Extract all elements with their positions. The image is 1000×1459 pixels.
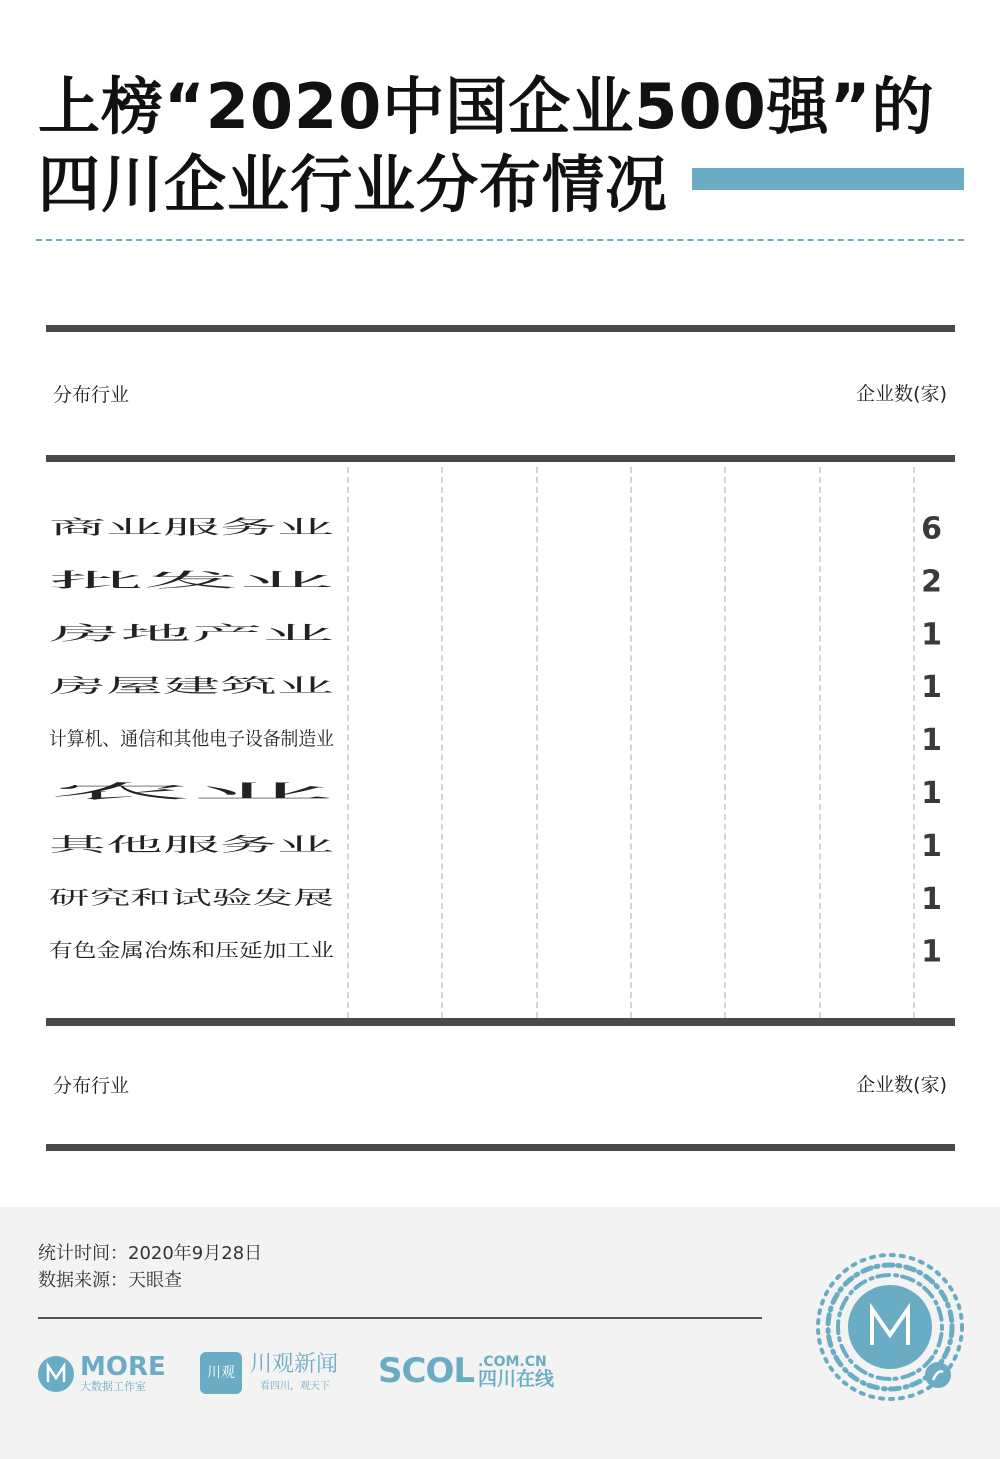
value-label: 1 xyxy=(921,670,942,706)
more-logo xyxy=(38,1354,168,1394)
category-label: 农业 xyxy=(49,781,334,803)
chuanguan-logo-name: 川观新闻 xyxy=(250,1352,339,1377)
more-logo-word: MORE xyxy=(80,1352,166,1382)
scol-logo-word: SCOL xyxy=(378,1351,475,1391)
footer-header-count: 企业数(家) xyxy=(856,1074,947,1096)
value-label: 2 xyxy=(921,564,942,600)
stat-time: 统计时间：2020年9月28日 xyxy=(38,1243,263,1264)
scol-logo xyxy=(378,1351,578,1394)
category-label: 其他服务业 xyxy=(49,833,334,856)
footer-header-industry: 分布行业 xyxy=(53,1075,130,1097)
category-label: 批发业 xyxy=(49,569,334,592)
more-logo-icon xyxy=(38,1356,74,1392)
category-label: 房屋建筑业 xyxy=(49,675,334,698)
value-label: 1 xyxy=(921,934,942,970)
category-label: 计算机、通信和其他电子设备制造业 xyxy=(49,728,334,751)
chuanguan-logo-slogan: 看四川，观天下 xyxy=(260,1381,330,1392)
value-label: 1 xyxy=(921,828,942,864)
table-bottom-rule xyxy=(46,1018,955,1026)
chuanguan-logo xyxy=(200,1352,360,1396)
data-source: 数据来源：天眼查 xyxy=(38,1270,182,1291)
page-title-line-1: 上榜“2020中国企业500强”的 xyxy=(38,70,935,143)
value-label: 1 xyxy=(921,776,942,811)
value-label: 1 xyxy=(921,617,942,653)
value-label: 6 xyxy=(921,511,942,547)
category-label: 商业服务业 xyxy=(49,516,334,539)
chuanguan-logo-icon: 川观 xyxy=(200,1352,242,1394)
column-header-industry: 分布行业 xyxy=(53,384,130,406)
scol-logo-cn: 四川在线 xyxy=(478,1368,555,1390)
footer-divider xyxy=(38,1317,762,1319)
value-label: 1 xyxy=(921,723,942,759)
column-header-count: 企业数(家) xyxy=(856,383,947,405)
category-label: 房地产业 xyxy=(49,622,334,645)
more-logo-sub: 大数据工作室 xyxy=(80,1380,146,1393)
value-label: 1 xyxy=(921,881,942,917)
category-label: 有色金属冶炼和压延加工业 xyxy=(49,939,334,962)
scol-logo-domain: .COM.CN xyxy=(478,1354,547,1370)
category-label: 研究和试验发展 xyxy=(49,886,335,909)
qr-code-icon xyxy=(810,1247,970,1407)
table-end-rule xyxy=(46,1144,955,1151)
page-title-line-2: 四川企业行业分布情况 xyxy=(38,148,669,221)
